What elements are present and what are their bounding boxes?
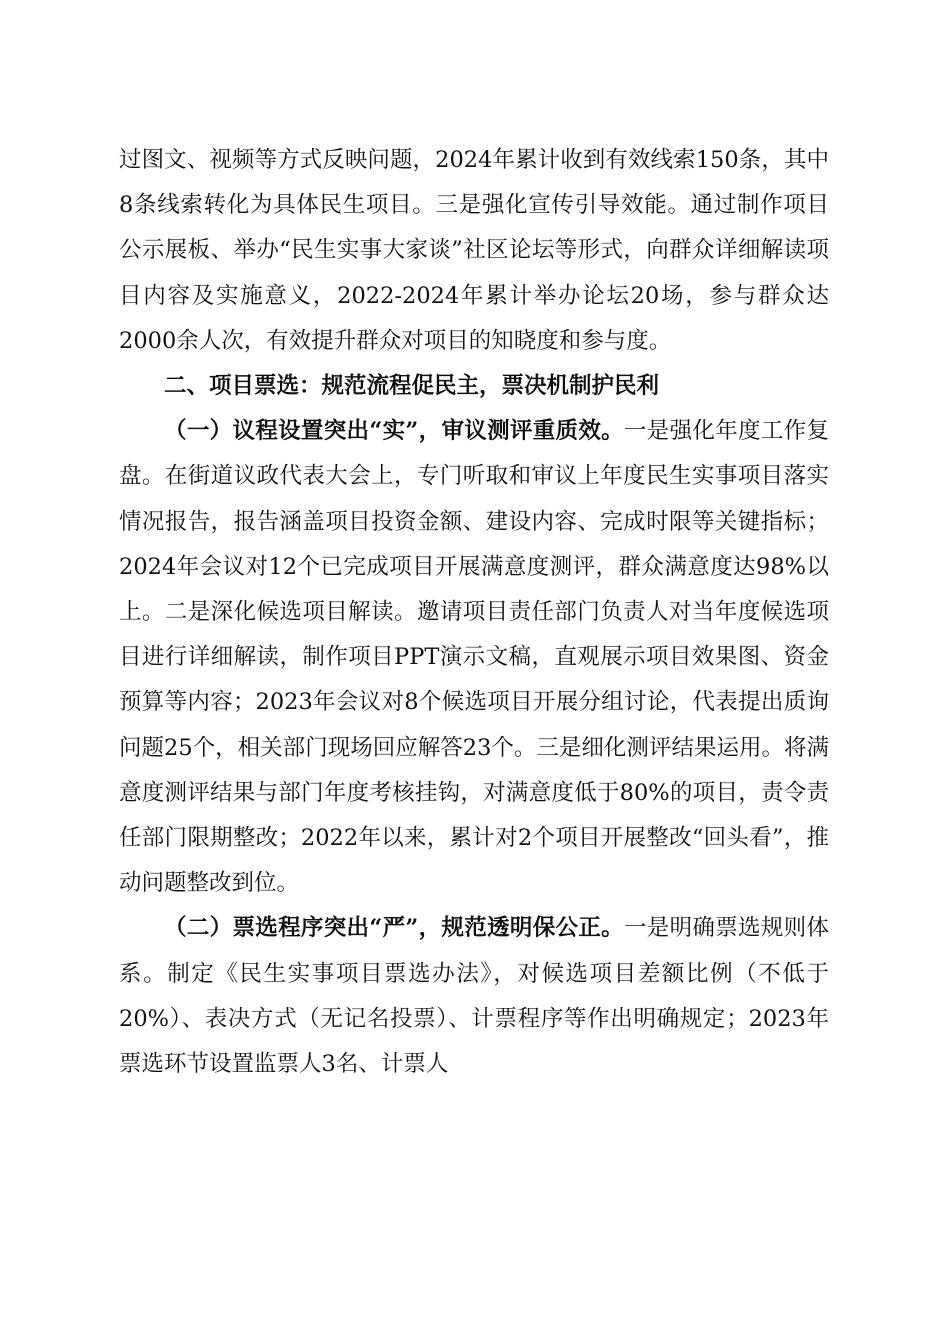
section-heading: 二、项目票选：规范流程促民主，票决机制护民利 [164,373,660,400]
subsection-2-title: （二）票选程序突出“严”，规范透明保公正。 [164,915,624,942]
subsection-1-body: 一是强化年度工作复盘。在街道议政代表大会上，专门听取和审议上年度民生实事项目落实情况报告，报告涵盖项目投资金额、建设内容、完成时限等关键指标；2024年会议对12个已完成项目开展满意度测评，群众满意度达98%以上。二是深化候选项目解读。邀请项目责任部门负责人对当年度候选项目进行详细解读，制作项目PPT演示文稿，直观展示项目效果图、资金预算等内容；2023年会议对8个候选项目开展分组讨论，代表提出质询问题25个，相关部门现场回应解答23个。三是细化测评结果运用。将满意度测评结果与部门年度考核挂钩，对满意度低于80%的项目，责令责任部门限期整改；2022年以来，累计对2个项目开展整改“回头看”，推动问题整改到位。 [119,418,829,897]
subsection-1-paragraph [119,409,829,906]
subsection-1-title: （一）议程设置突出“实”，审议测评重质效。 [164,418,624,445]
subsection-2-body: 一是明确票选规则体系。制定《民生实事项目票选办法》，对候选项目差额比例（不低于20%）、表决方式（无记名投票）、计票程序等作出明确规定；2023年票选环节设置监票人3名、计票人 [119,915,829,1078]
document-body [119,138,829,1087]
paragraph-continued: 过图文、视频等方式反映问题，2024年累计收到有效线索150条，其中8条线索转化为具体民生项目。三是强化宣传引导效能。通过制作项目公示展板、举办“民生实事大家谈”社区论坛等形式，向群众详细解读项目内容及实施意义，2022-2024年累计举办论坛20场，参与群众达2000余人次，有效提升群众对项目的知晓度和参与度。 [119,147,829,354]
subsection-2-paragraph [119,906,829,1087]
